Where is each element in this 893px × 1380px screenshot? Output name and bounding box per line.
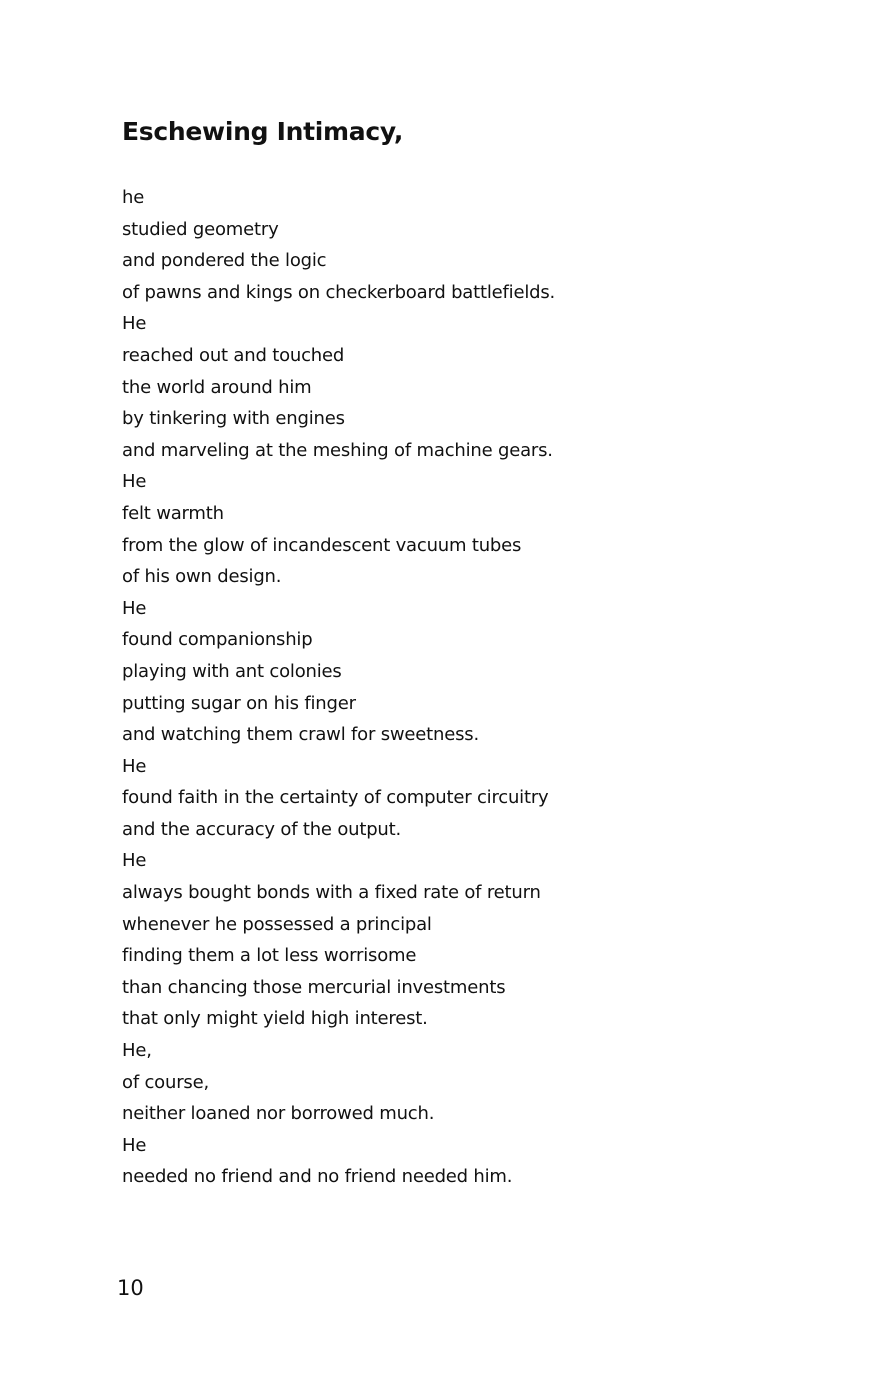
poem-line: He [122, 471, 147, 493]
poem-line: and the accuracy of the output. [122, 818, 402, 840]
poem-line: that only might yield high interest. [122, 1008, 428, 1030]
poem-line: neither loaned nor borrowed much. [122, 1103, 435, 1125]
poem-line: reached out and touched [122, 344, 345, 366]
poem-line: He [122, 850, 147, 872]
poem-body [122, 182, 555, 1193]
poem-line: of pawns and kings on checkerboard battlefields. [122, 281, 556, 303]
poem-line: finding them a lot less worrisome [122, 945, 417, 967]
poem-line: and watching them crawl for sweetness. [122, 724, 479, 746]
poem-line: always bought bonds with a fixed rate of return [122, 882, 541, 904]
poem-line: He [122, 597, 147, 619]
poem-line: of his own design. [122, 566, 282, 588]
page-number: 10 [117, 1276, 144, 1300]
poem-line: He [122, 1134, 147, 1156]
poem-line: the world around him [122, 376, 312, 398]
poem-line: found faith in the certainty of computer circuitry [122, 787, 549, 809]
poem-line: and pondered the logic [122, 250, 327, 272]
poem-line: and marveling at the meshing of machine gears. [122, 439, 553, 461]
poem-line: whenever he possessed a principal [122, 913, 432, 935]
poem-line: playing with ant colonies [122, 660, 342, 682]
poem-line: He, [122, 1040, 152, 1062]
poem-line: from the glow of incandescent vacuum tubes [122, 534, 522, 556]
poem-line: felt warmth [122, 502, 224, 524]
poem-line: of course, [122, 1071, 209, 1093]
poem-line: than chancing those mercurial investments [122, 976, 506, 998]
poem-line: found companionship [122, 629, 313, 651]
poem-title: Eschewing Intimacy, [122, 117, 404, 146]
poem-line: He [122, 313, 147, 335]
poem-line: putting sugar on his finger [122, 692, 356, 714]
poem-line: by tinkering with engines [122, 408, 345, 430]
poem-line: he [122, 187, 145, 208]
poem-line: He [122, 755, 147, 777]
poem-line: needed no friend and no friend needed him. [122, 1166, 513, 1188]
poem-line: studied geometry [122, 218, 279, 240]
